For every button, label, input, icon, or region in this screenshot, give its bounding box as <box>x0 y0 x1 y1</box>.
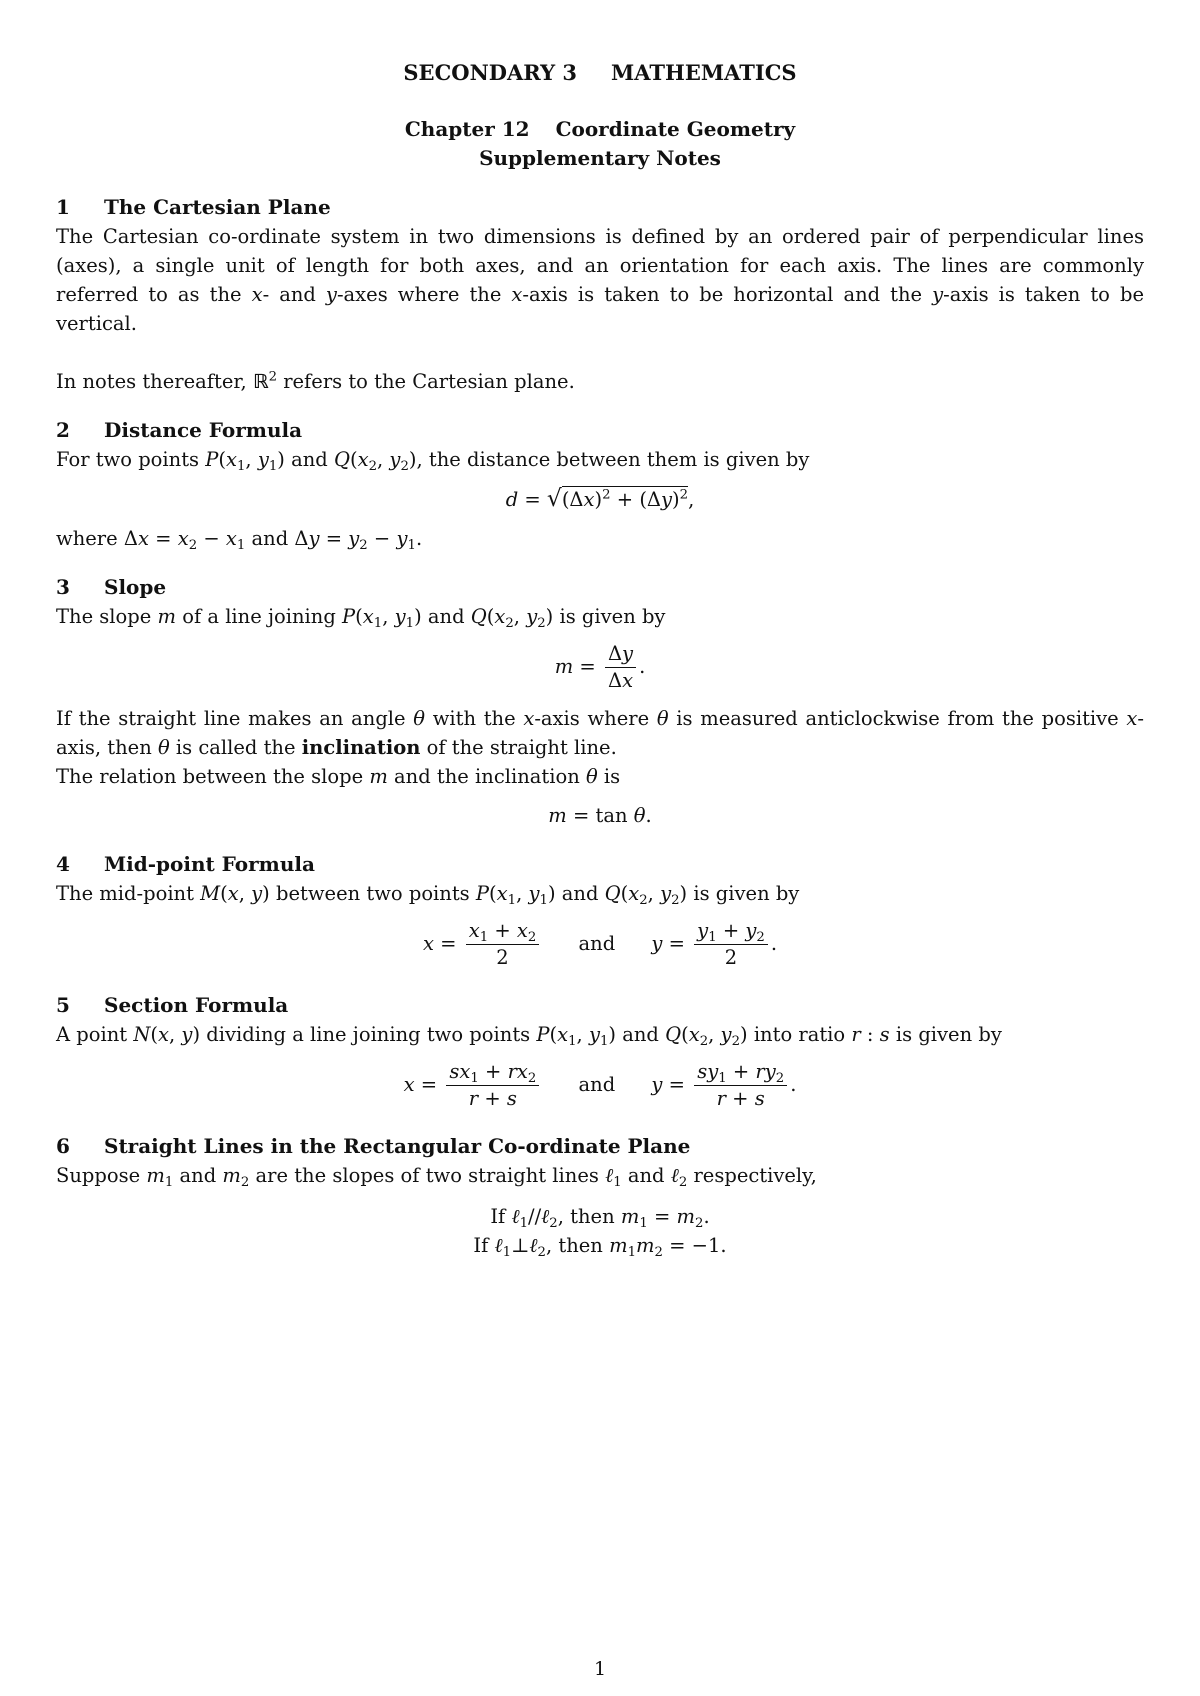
section-1-paragraph: The Cartesian co-ordinate system in two dimensions is defined by an ordered pair of perpendicular lines (axes), a single unit of length for both axes, and an orientation for each axis. The lines are commonly referred to as the x- and y-axes where the x-axis is taken to be horizontal and the y-axis is taken to be vertical. <box>56 225 1144 335</box>
section-1-note: In notes thereafter, ℝ$^2$ refers to the Cartesian plane. <box>56 369 575 393</box>
section-heading-4: 4 Mid-point Formula <box>56 852 315 876</box>
section-3-relation: The relation between the slope m and the inclination θ is <box>56 765 621 788</box>
perpendicular-rule: If ℓ$_1$⊥ℓ$_2$, then $m_1m_2 = -1$. <box>473 1234 727 1260</box>
section-3-intro: The slope m of a line joining $P(x_1$, $y_1$) and $Q(x_2$, $y_2$) is given by <box>56 605 666 631</box>
page-number: 1 <box>593 1658 607 1680</box>
section-3-inclination: If the straight line makes an angle θ with the x-axis where θ is measured anticlockwise from the positive x-axis, then θ is called the inclination of the straight line. <box>56 707 1144 759</box>
section-2-intro: For two points $P(x_1$, $y_1$) and $Q(x_2$, $y_2$), the distance between them is given by <box>56 448 810 474</box>
section-heading-3: 3 Slope <box>56 575 167 599</box>
title-course: SECONDARY 3 <box>403 60 577 85</box>
section-2-after: where $\Delta x = x_2 - x_1$ and $\Delta y = y_2 - y_1$. <box>56 527 423 553</box>
title-subject: MATHEMATICS <box>611 60 797 85</box>
midpoint-formula: x = $\frac{x_1 + x_2}{2}$ and y = $\frac{y_1 + y_2}{2}$ . <box>422 919 778 969</box>
chapter-title: Coordinate Geometry <box>555 117 796 141</box>
section-5-intro: A point N(x, y) dividing a line joining two points $P(x_1$, $y_1$) and $Q(x_2$, $y_2$) into ratio r : s is given by <box>56 1023 1002 1049</box>
section-formula: x = $\frac{sx_1 + rx_2}{r + s}$ and y = $\frac{sy_1 + ry_2}{r + s}$ . <box>403 1060 797 1110</box>
slope-formula: m = $\frac{\Delta y}{\Delta x}$ . <box>554 642 646 692</box>
distance-formula: $d = √(\Delta x)^2 + (\Delta y)^2$, <box>505 484 695 512</box>
section-heading-2: 2 Distance Formula <box>56 418 303 442</box>
section-heading-1: 1 The Cartesian Plane <box>56 195 331 219</box>
parallel-rule: If ℓ$_1$//ℓ$_2$, then $m_1 = m_2$. <box>490 1205 710 1231</box>
document-title <box>56 58 1144 87</box>
section-4-intro: The mid-point M(x, y) between two points $P(x_1$, $y_1$) and $Q(x_2$, $y_2$) is given by <box>56 882 800 908</box>
section-6-intro: Suppose $m_1$ and $m_2$ are the slopes of two straight lines ℓ$_1$ and ℓ$_2$ respectively, <box>56 1164 817 1190</box>
chapter-subtitle: Supplementary Notes <box>479 146 721 170</box>
chapter-number: Chapter 12 <box>404 117 530 141</box>
chapter-heading <box>56 115 1144 173</box>
tan-formula: m = tan θ. <box>548 804 652 827</box>
section-heading-5: 5 Section Formula <box>56 993 289 1017</box>
section-heading-6: 6 Straight Lines in the Rectangular Co-ordinate Plane <box>56 1134 691 1158</box>
